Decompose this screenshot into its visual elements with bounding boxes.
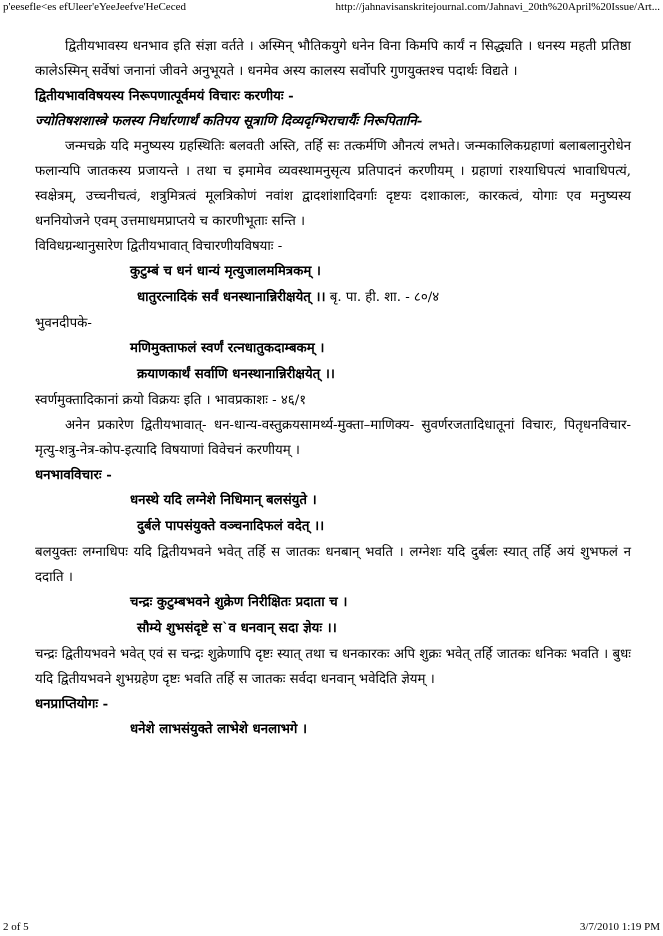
verse-line: क्रयाणकार्थं सर्वाणि धनस्थानान्निरीक्षयेत् ।।	[137, 367, 335, 382]
section-heading: धनप्राप्तियोगः -	[35, 697, 109, 712]
verse-line: सौम्ये शुभसंदृष्टे स`व धनवान् सदा ज्ञेयः ।।	[137, 621, 337, 636]
page-title: p'eesefle<es efUleer'eYeeJeefve'HeCeced	[3, 1, 186, 13]
paragraph-swarna: स्वर्णमुक्तादिकानां क्रयो विक्रयः इति । भावप्रकाशः - ४६/१	[35, 393, 307, 408]
source-label: भुवनदीपके-	[35, 316, 92, 331]
article-body	[35, 34, 631, 743]
page-count: 2 of 5	[3, 921, 29, 933]
page-url: http://jahnavisanskritejournal.com/Jahnavi_20th%20April%20Issue/Art...	[335, 1, 660, 13]
paragraph-anena: अनेन प्रकारेण द्वितीयभावात्- धन-धान्य-वस्तुक्रयसामर्थ्य-मुक्ता–माणिक्य- सुवर्णरजतादिधातूनां विचारः, पितृधनविचार-मृत्यु-शत्रु-नेत्र-कोप-इत्यादि विषयाणां विवेचनं करणीयम् ।	[35, 418, 631, 458]
verse-text: धातुरत्नादिकं सर्वं धनस्थानान्निरीक्षयेत् ।।	[137, 290, 326, 305]
paragraph-janmachakra: जन्मचक्रे यदि मनुष्यस्य ग्रहस्थितिः बलवती अस्ति, तर्हि सः तत्कर्मणि औनत्यं लभते। जन्मकालिकग्रहाणां बलाबलानुरोधेन फलान्यपि जातकस्य प्रजायन्ते । तथा च इमामेव व्यवस्थामनुसृत्य प्रतिपादनं करणीयम् । ग्रहाणां राश्याधिपत्यं भावाधिपत्यं, स्वक्षेत्रम्, उच्चनीचत्वं, शत्रुमित्रत्वं मूलत्रिकोणं नवांश द्वादशांशादिवर्गाः दृष्टयः दशाकालः, कारकत्वं, योगाः एव मनुष्यस्य धननियोजने एवम् उत्तमाधमप्राप्तये च कारणीभूताः सन्ति ।	[35, 139, 631, 229]
paragraph-intro: द्वितीयभावस्य धनभाव इति संज्ञा वर्तते । अस्मिन् भौतिकयुगे धनेन विना किमपि कार्यं न सिद्ध्यति । धनस्य महती प्रतिष्ठा कालेऽस्मिन् सर्वेषां जनानां जीवने अनुभूयते । धनमेव अस्य कालस्य सर्वोपरि गुणयुक्तश्च पदार्थः विद्यते ।	[35, 39, 631, 79]
subheading-italic: ज्योतिषशशास्त्रे फलस्य निर्धारणार्थं कतिपय सूत्राणि दिव्यदृग्भिराचार्यैः निरूपितानि-	[35, 114, 423, 129]
section-heading: द्वितीयभावविषयस्य निरूपणात्पूर्वमयं विचारः करणीयः -	[35, 89, 294, 104]
paragraph-topics: विविधग्रन्थानुसारेण द्वितीयभावात् विचारणीयविषयाः -	[35, 239, 283, 254]
verse-line: मणिमुक्ताफलं स्वर्णं रत्नधातुकदाम्बकम् ।	[130, 341, 325, 356]
verse-line: दुर्बले पापसंयुक्ते वञ्चनादिफलं वदेत् ।।	[137, 519, 325, 534]
verse-reference: बृ. पा. ही. शा. - ८०/४	[325, 290, 440, 305]
verse-line: कुटुम्बं च धनं धान्यं मृत्युजालममित्रकम् ।	[130, 264, 321, 279]
verse-line: धनस्थे यदि लग्नेशे निधिमान् बलसंयुते ।	[130, 493, 317, 508]
verse-line	[35, 285, 631, 311]
paragraph-chandra: चन्द्रः द्वितीयभवने भवेत् एवं स चन्द्रः शुक्रेणापि दृष्टः स्यात् तथा च धनकारकः अपि शुक्रः भवेत् तर्हि जातकः धनिकः भवति । बुधः यदि द्वितीयभवने शुभग्रहेण दृष्टः भवति तर्हि स जातकः सर्वदा धनवान् भवेदिति ज्ञेयम् ।	[35, 647, 631, 687]
verse-line: चन्द्रः कुटुम्बभवने शुक्रेण निरीक्षितः प्रदाता च ।	[130, 595, 348, 610]
print-datetime: 3/7/2010 1:19 PM	[579, 921, 660, 933]
verse-line: धनेशे लाभसंयुक्ते लाभेशे धनलाभगे ।	[130, 722, 308, 737]
paragraph-balayukta: बलयुक्तः लग्नाधिपः यदि द्वितीयभवने भवेत् तर्हि स जातकः धनबान् भवति । लग्नेशः यदि दुर्बलः स्यात् तर्हि अयं शुभफलं न ददाति ।	[35, 545, 631, 585]
section-heading: धनभावविचारः -	[35, 468, 112, 483]
